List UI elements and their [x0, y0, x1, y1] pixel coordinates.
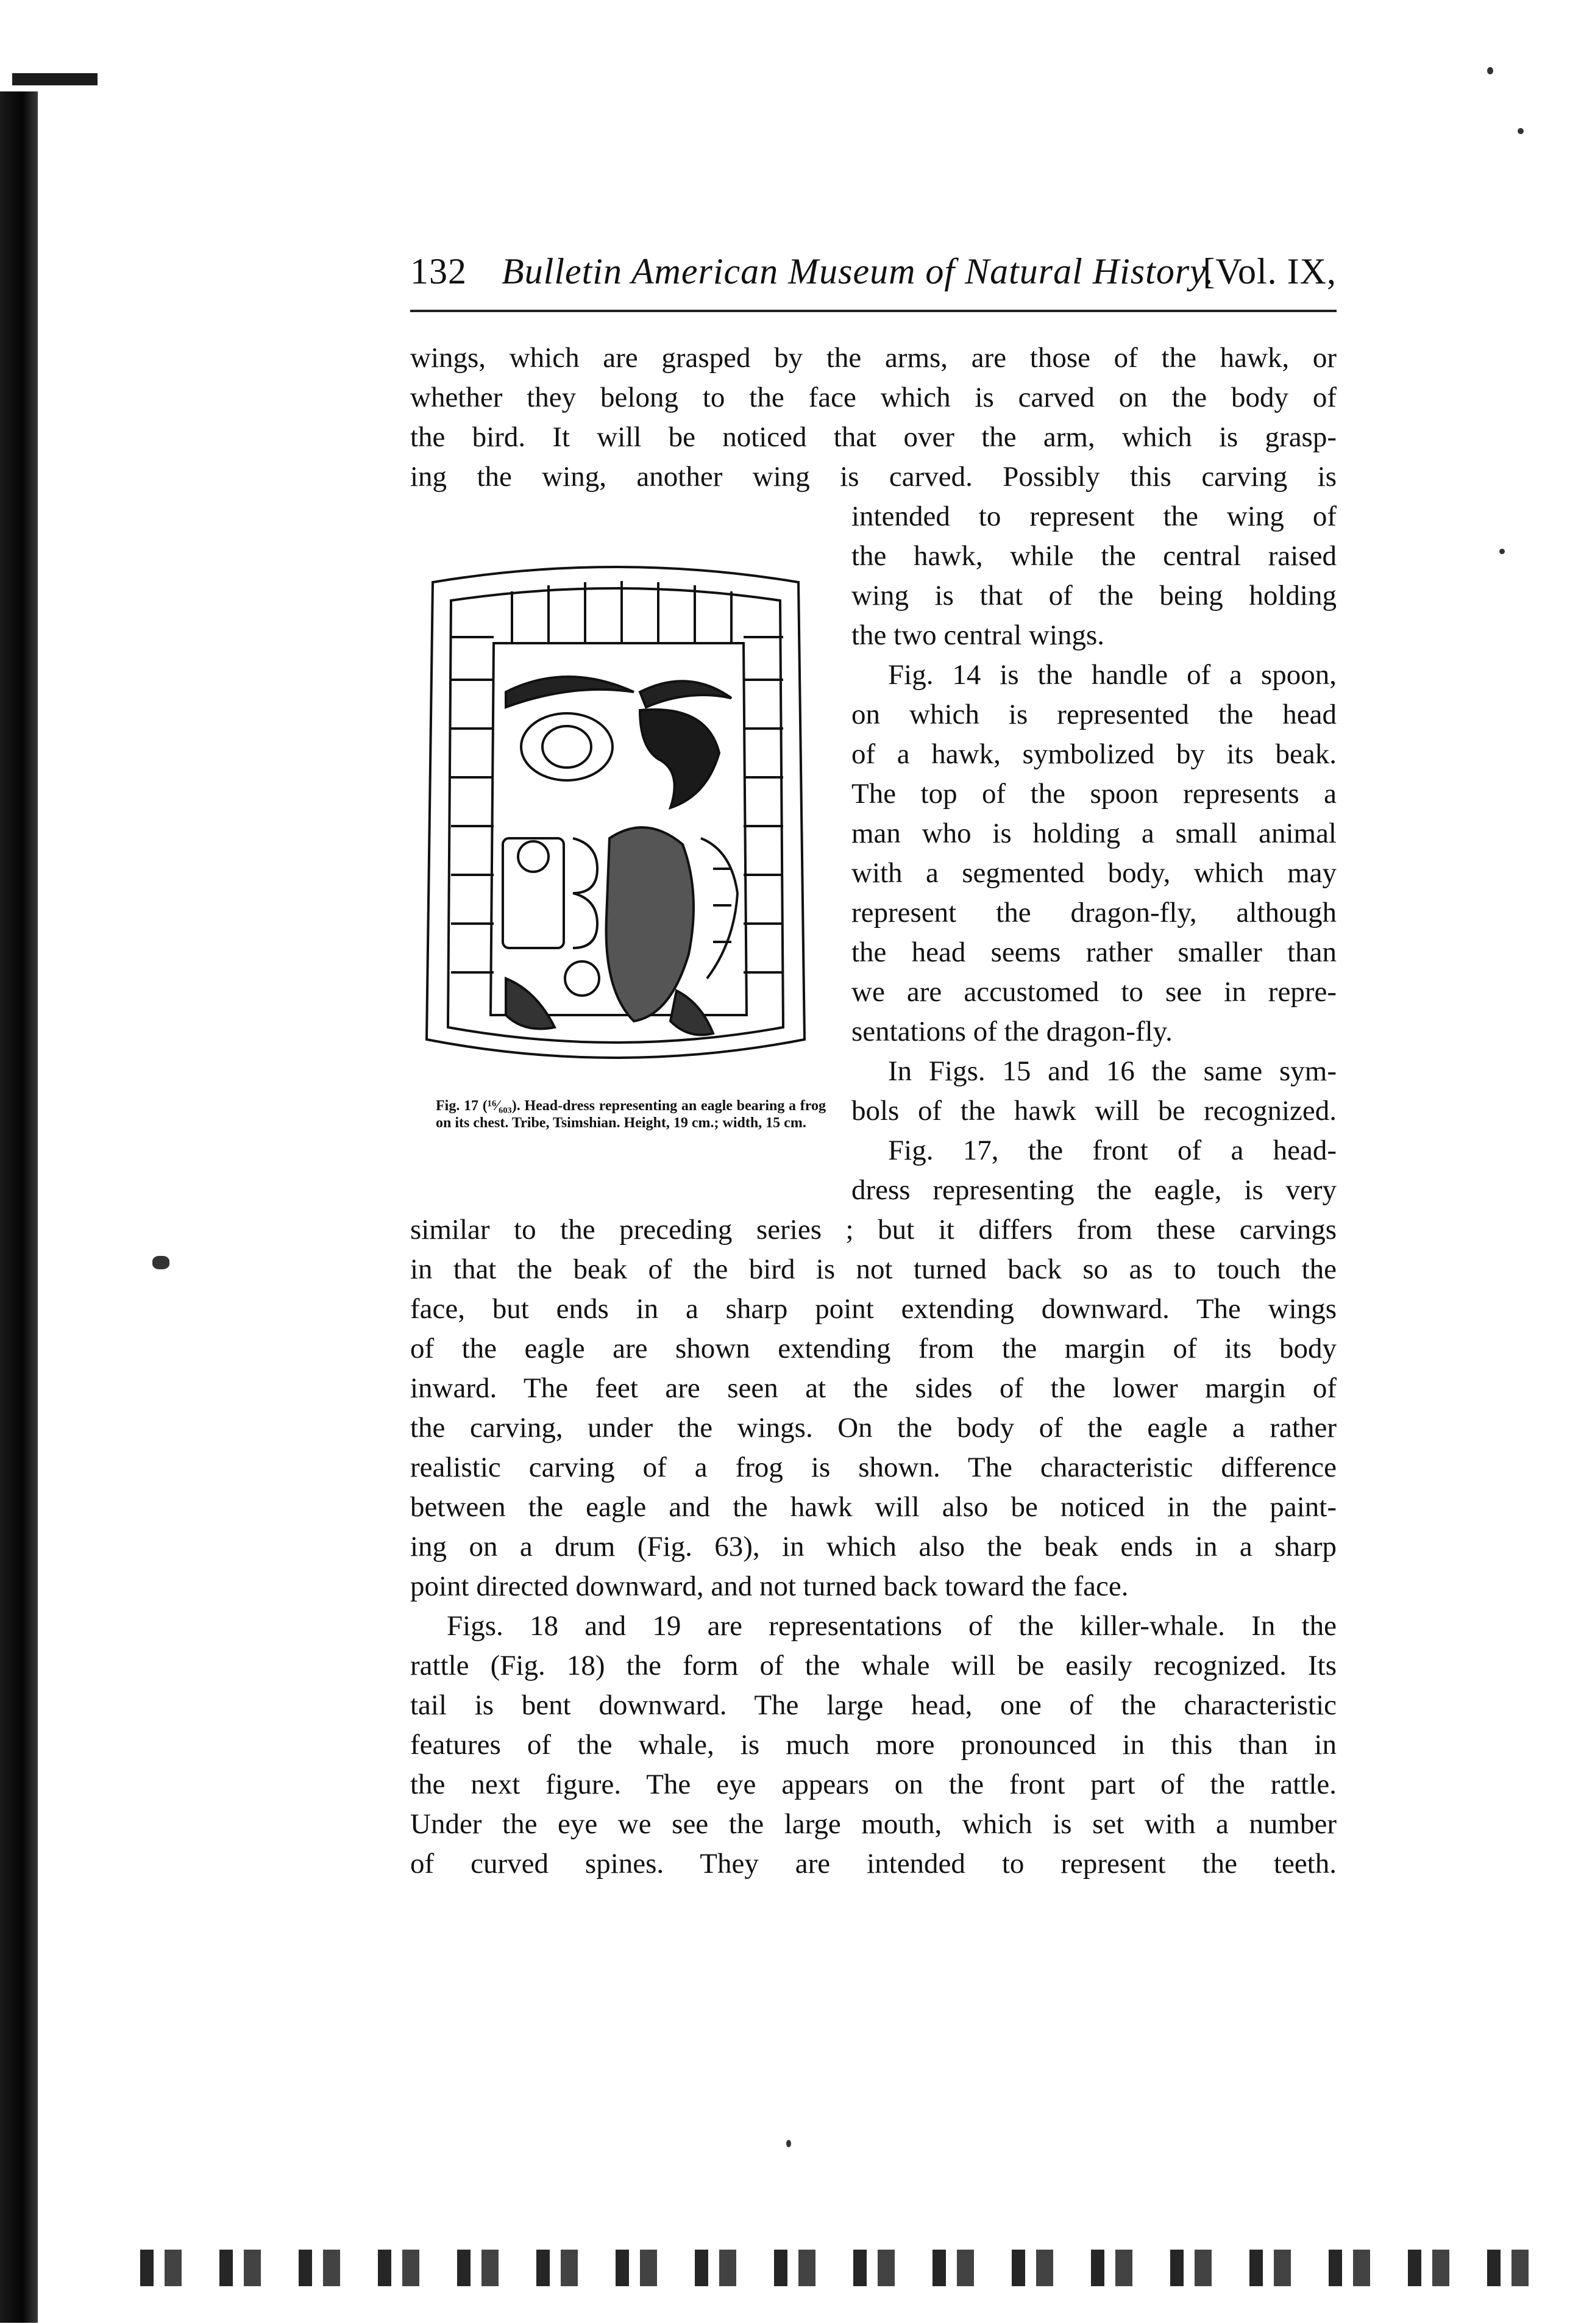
text-line: point directed downward, and not turned back toward the face. [410, 1570, 1129, 1602]
paragraph-bottom [410, 1210, 1337, 1884]
text-line: the carving, under the wings. On the body of the eagle a rather [410, 1412, 1337, 1444]
text-line: ing the wing, another wing is carved. Possibly this carving is [410, 461, 1337, 493]
figure-caption: Fig. 17 (¹⁶⁄₆₀₃). Head-dress representing an eagle bearing a frog on its chest. Tribe, Tsimshian. Height, 19 cm.; width, 15 cm. [436, 1098, 826, 1131]
volume-label: [Vol. IX, [1202, 251, 1337, 291]
text-line: we are accustomed to see in repre- [851, 976, 1337, 1008]
text-line: of the eagle are shown extending from the margin of its body [410, 1333, 1337, 1364]
text-line: similar to the preceding series ; but it differs from these carvings [410, 1214, 1337, 1246]
text-line: intended to represent the wing of [851, 501, 1337, 532]
text-line: the head seems rather smaller than [851, 936, 1337, 968]
scan-speck [1499, 549, 1505, 554]
text-line: ing on a drum (Fig. 63), in which also the beak ends in a sharp [410, 1531, 1337, 1563]
text-line: inward. The feet are seen at the sides of the lower margin of [410, 1372, 1337, 1404]
text-line: man who is holding a small animal [851, 818, 1337, 849]
text-line: the bird. It will be noticed that over the arm, which is grasp- [410, 421, 1337, 453]
text-line: Fig. 17, the front of a head- [888, 1135, 1337, 1166]
text-line: features of the whale, is much more pronounced in this than in [410, 1729, 1337, 1761]
text-line: on which is represented the head [851, 699, 1337, 730]
running-title: Bulletin American Museum of Natural History. [502, 251, 1215, 291]
text-line: wings, which are grasped by the arms, are those of the hawk, or [410, 342, 1337, 374]
text-line: of curved spines. They are intended to represent the teeth. [410, 1848, 1337, 1880]
text-line: face, but ends in a sharp point extending downward. The wings [410, 1293, 1337, 1325]
text-line: represent the dragon-fly, although [851, 897, 1337, 929]
text-line: the two central wings. [851, 619, 1105, 651]
text-line: of a hawk, symbolized by its beak. [851, 738, 1337, 770]
text-line: the next figure. The eye appears on the front part of the rattle. [410, 1769, 1337, 1800]
text-line: Fig. 14 is the handle of a spoon, [888, 659, 1337, 691]
text-line: Figs. 18 and 19 are representations of the killer-whale. In the [447, 1610, 1337, 1642]
paragraph-top [410, 338, 1337, 497]
scan-speck [786, 2140, 791, 2147]
page-number: 132 [410, 251, 467, 291]
scan-edge [12, 73, 98, 85]
headdress-drawing [414, 552, 817, 1088]
text-line: In Figs. 15 and 16 the same sym- [888, 1055, 1337, 1087]
text-line: whether they belong to the face which is carved on the body of [410, 382, 1337, 413]
header-rule [410, 310, 1337, 312]
text-line: tail is bent downward. The large head, one of the characteristic [410, 1689, 1337, 1721]
running-header [410, 247, 1337, 296]
scan-speck [1487, 67, 1493, 74]
text-line: Under the eye we see the large mouth, which is set with a number [410, 1808, 1337, 1840]
text-line: wing is that of the being holding [851, 580, 1337, 611]
text-line: between the eagle and the hawk will also be noticed in the paint- [410, 1491, 1337, 1523]
scan-noise-strip [140, 2250, 1530, 2286]
text-line: sentations of the dragon-fly. [851, 1016, 1173, 1047]
text-line: rattle (Fig. 18) the form of the whale will be easily recognized. Its [410, 1650, 1337, 1681]
text-line: The top of the spoon represents a [851, 778, 1337, 810]
figure-17-headdress-illustration [414, 552, 817, 1088]
text-line: realistic carving of a frog is shown. The characteristic difference [410, 1452, 1337, 1483]
text-line: with a segmented body, which may [851, 857, 1337, 889]
text-line: in that the beak of the bird is not turned back so as to touch the [410, 1253, 1337, 1285]
text-line: dress representing the eagle, is very [851, 1174, 1337, 1206]
text-line: the hawk, while the central raised [851, 540, 1337, 572]
scan-speck [1518, 128, 1524, 134]
text-line: bols of the hawk will be recognized. [851, 1095, 1337, 1127]
scan-speck [152, 1256, 169, 1269]
book-spine-shadow [0, 91, 38, 2323]
right-column-text [851, 497, 1337, 1210]
